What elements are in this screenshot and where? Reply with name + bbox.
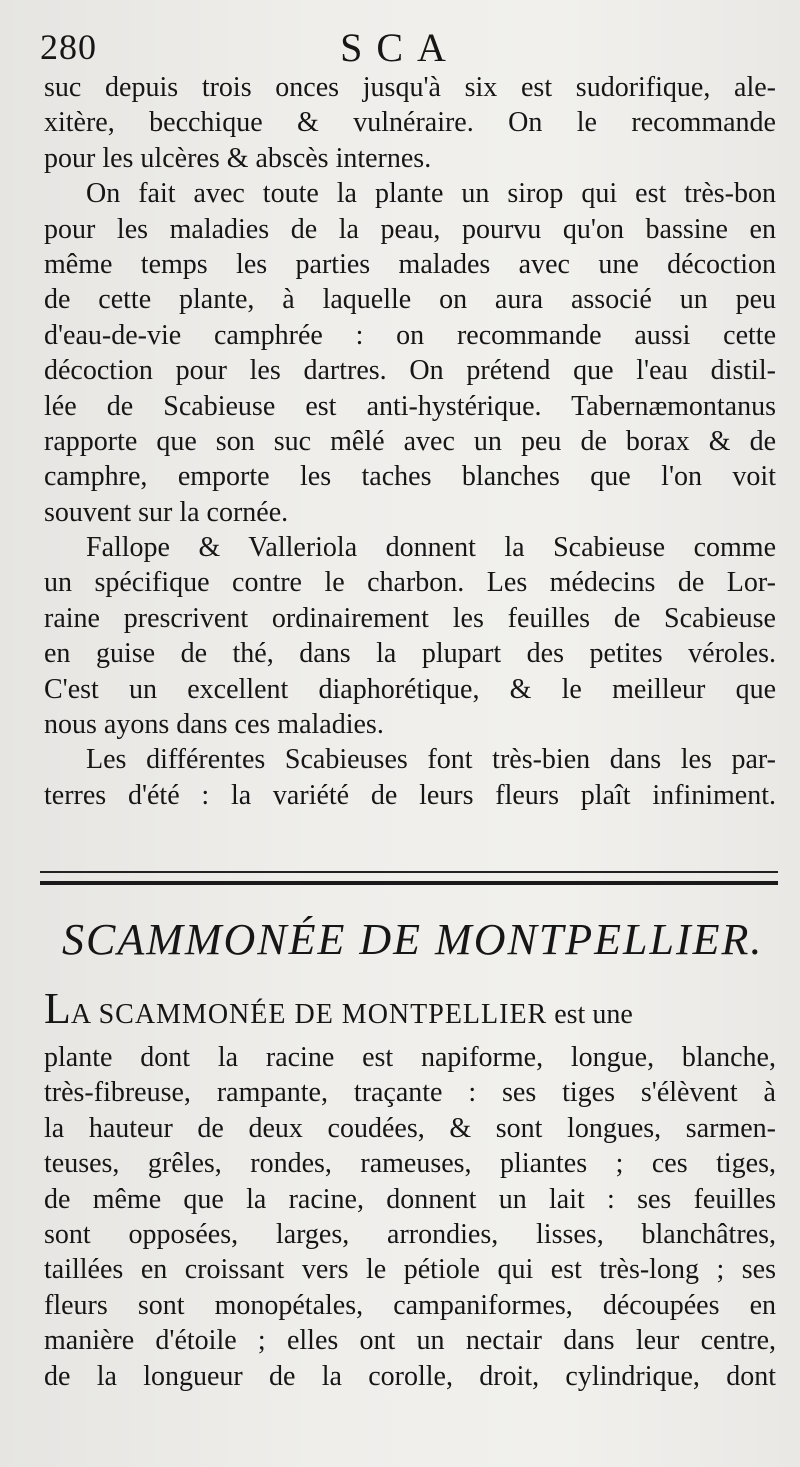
text-line: de même que la racine, donnent un lait : ses feuilles bbox=[44, 1183, 776, 1215]
text-line: souvent sur la cornée. bbox=[44, 496, 289, 528]
text-line: C'est un excellent diaphorétique, & le meilleur que bbox=[44, 673, 776, 705]
running-head: SCA bbox=[340, 25, 460, 70]
text-line: de la longueur de la corolle, droit, cylindrique, dont bbox=[44, 1360, 776, 1392]
text-line: Fallope & Valleriola donnent la Scabieuse comme bbox=[86, 532, 776, 564]
scabieuse-text-block bbox=[44, 70, 776, 813]
text-line: sont opposées, larges, arrondies, lisses, blanchâtres, bbox=[44, 1218, 776, 1250]
text-line: Les différentes Scabieuses font très-bien dans les par- bbox=[86, 744, 776, 776]
text-line: même temps les parties malades avec une décoction bbox=[44, 248, 776, 280]
text-line: en guise de thé, dans la plupart des petites véroles. bbox=[44, 638, 776, 670]
text-line: lée de Scabieuse est anti-hystérique. Tabernæmontanus bbox=[44, 390, 776, 422]
scammonee-text-block bbox=[44, 990, 776, 1394]
text-line: un spécifique contre le charbon. Les médecins de Lor- bbox=[44, 567, 776, 599]
first-line bbox=[44, 990, 776, 1040]
text-line: rapporte que son suc mêlé avec un peu de borax & de bbox=[44, 425, 776, 457]
section-divider bbox=[40, 871, 778, 885]
text-line: décoction pour les dartres. On prétend que l'eau distil- bbox=[44, 355, 776, 387]
text-line: fleurs sont monopétales, campaniformes, découpées en bbox=[44, 1289, 776, 1321]
text-line: taillées en croissant vers le pétiole qui est très-long ; ses bbox=[44, 1254, 776, 1286]
text-line: suc depuis trois onces jusqu'à six est sudorifique, ale- bbox=[44, 72, 776, 103]
page-header bbox=[40, 24, 760, 72]
text-line: terres d'été : la variété de leurs fleurs plaît infiniment. bbox=[44, 779, 776, 811]
first-line-rest: est une bbox=[547, 999, 633, 1030]
page-number: 280 bbox=[40, 27, 97, 67]
text-line: très-fibreuse, rampante, traçante : ses tiges s'élèvent à bbox=[44, 1077, 776, 1109]
text-line: pour les ulcères & abscès internes. bbox=[44, 142, 432, 174]
text-line: plante dont la racine est napiforme, longue, blanche, bbox=[44, 1042, 776, 1073]
text-line: manière d'étoile ; elles ont un nectair dans leur centre, bbox=[44, 1325, 776, 1357]
text-line: d'eau-de-vie camphrée : on recommande aussi cette bbox=[44, 319, 776, 351]
first-line-caps: A SCAMMONÉE DE MONTPELLIER bbox=[70, 999, 548, 1030]
section-title: SCAMMONÉE DE MONTPELLIER. bbox=[62, 915, 764, 964]
text-line: raine prescrivent ordinairement les feuilles de Scabieuse bbox=[44, 602, 776, 634]
text-line: de cette plante, à laquelle on aura associé un peu bbox=[44, 284, 776, 316]
text-line: teuses, grêles, rondes, rameuses, pliantes ; ces tiges, bbox=[44, 1148, 776, 1180]
text-line: xitère, becchique & vulnéraire. On le recommande bbox=[44, 107, 776, 139]
text-line: nous ayons dans ces maladies. bbox=[44, 709, 384, 741]
drop-cap: L bbox=[44, 990, 71, 1033]
text-line: On fait avec toute la plante un sirop qui est très-bon bbox=[86, 178, 776, 210]
text-line: camphre, emporte les taches blanches que l'on voit bbox=[44, 461, 776, 493]
text-line: la hauteur de deux coudées, & sont longues, sarmen- bbox=[44, 1112, 776, 1144]
text-line: pour les maladies de la peau, pourvu qu'on bassine en bbox=[44, 213, 776, 245]
